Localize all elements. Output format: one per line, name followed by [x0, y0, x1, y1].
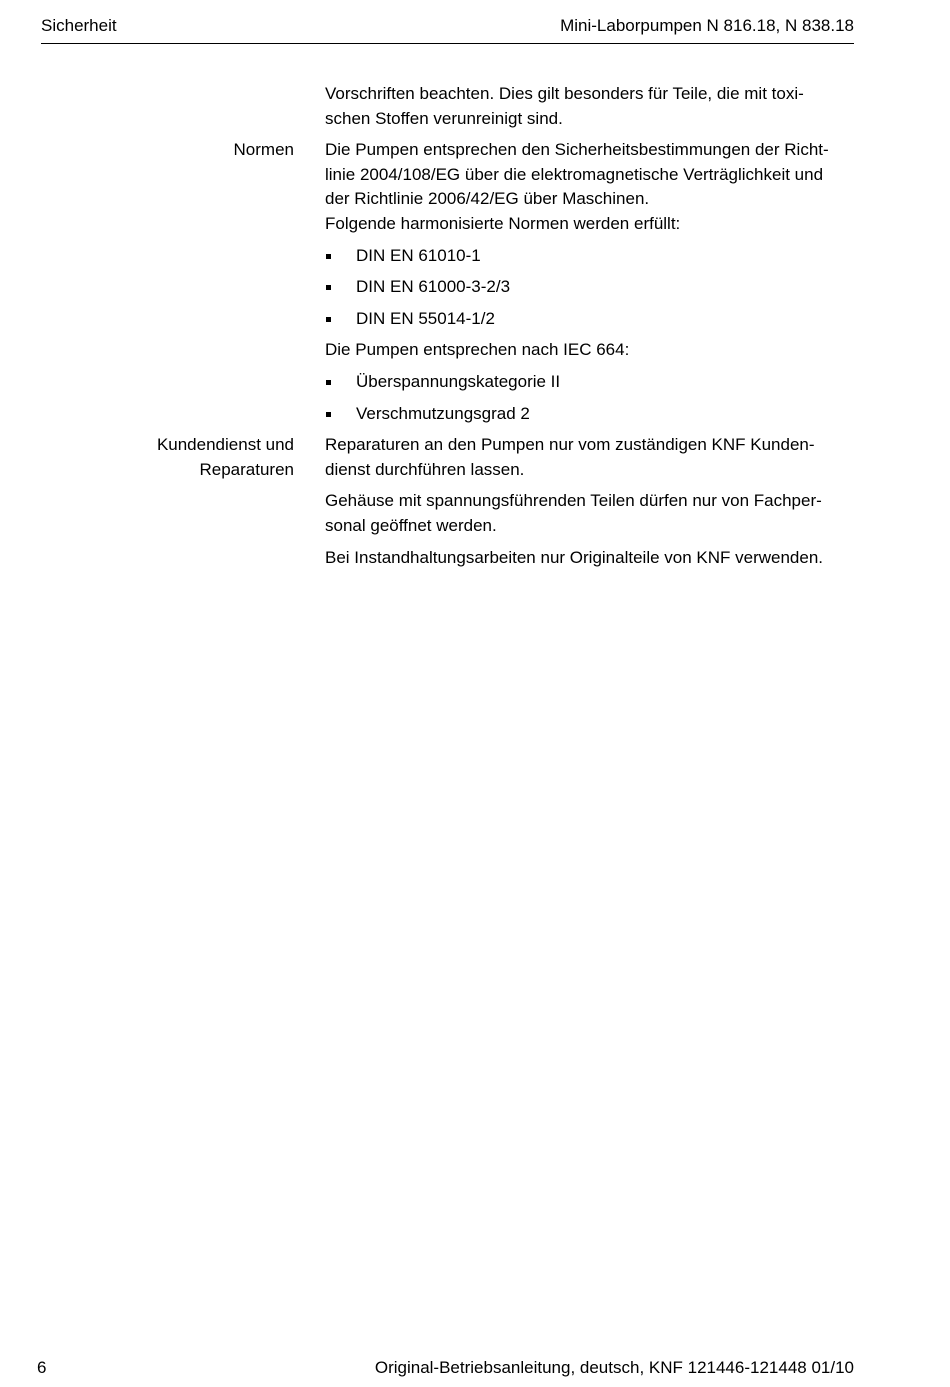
list-item: DIN EN 61010-1	[325, 244, 855, 269]
standards-list	[325, 244, 855, 332]
product-title: Mini-Laborpumpen N 816.18, N 838.18	[560, 16, 854, 35]
page-content	[0, 82, 950, 577]
intro-paragraph	[325, 82, 855, 131]
list-item: Verschmutzungsgrad 2	[325, 402, 855, 427]
iec-intro: Die Pumpen entsprechen nach IEC 664:	[325, 340, 630, 360]
iec-list	[325, 370, 855, 426]
list-item: Überspannungskategorie II	[325, 370, 855, 395]
normen-line: linie 2004/108/EG über die elektromagnetische Verträglichkeit und	[325, 164, 824, 184]
document-info: Original-Betriebsanleitung, deutsch, KNF 121446-121448 01/10	[374, 1358, 854, 1377]
service-line: dienst durchführen lassen.	[325, 459, 525, 479]
intro-block	[0, 82, 950, 131]
normen-block	[0, 138, 950, 426]
normen-line: Die Pumpen entsprechen den Sicherheitsbestimmungen der Richt-	[325, 140, 829, 160]
service-label-line: Kundendienst und	[156, 435, 294, 455]
normen-line: Folgende harmonisierte Normen werden erfüllt:	[325, 213, 681, 233]
normen-paragraph	[325, 138, 855, 236]
normen-line: der Richtlinie 2006/42/EG über Maschinen.	[325, 189, 650, 209]
section-title: Sicherheit	[41, 16, 117, 35]
service-block	[0, 433, 950, 570]
list-item: DIN EN 61000-3-2/3	[325, 275, 855, 300]
service-paragraph	[325, 489, 855, 538]
intro-line: Vorschriften beachten. Dies gilt besonders für Teile, die mit toxi-	[325, 84, 804, 103]
page-header	[41, 16, 854, 44]
service-paragraph: Bei Instandhaltungsarbeiten nur Originalteile von KNF verwenden.	[325, 547, 824, 567]
service-line: Reparaturen an den Pumpen nur vom zuständigen KNF Kunden-	[325, 435, 815, 455]
service-label	[157, 433, 294, 482]
intro-line: schen Stoffen verunreinigt sind.	[325, 108, 563, 128]
service-line: sonal geöffnet werden.	[325, 515, 497, 535]
page-number: 6	[37, 1358, 47, 1377]
normen-label: Normen	[233, 140, 294, 160]
service-line: Gehäuse mit spannungsführenden Teilen dürfen nur von Fachper-	[325, 491, 822, 511]
service-label-line: Reparaturen	[199, 459, 294, 479]
service-paragraph	[325, 433, 855, 482]
list-item: DIN EN 55014-1/2	[325, 307, 855, 332]
